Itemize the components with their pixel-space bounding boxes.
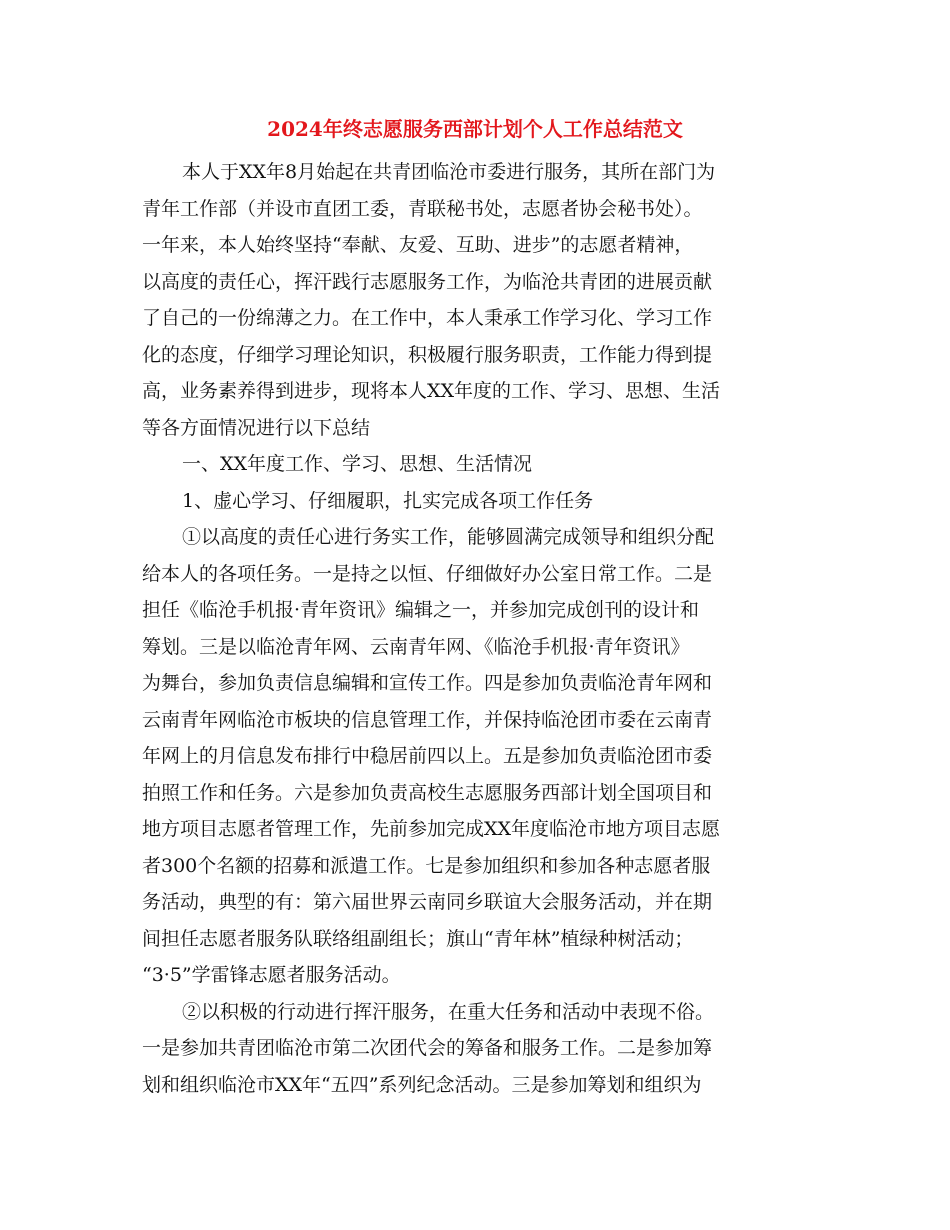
paragraph-line: 给本人的各项任务。一是持之以恒、仔细做好办公室日常工作。二是: [142, 562, 713, 585]
paragraph-line: 担任《临沧手机报·青年资讯》编辑之一，并参加完成创刊的设计和: [142, 599, 700, 621]
paragraph-line: 一是参加共青团临沧市第二次团代会的筹备和服务工作。二是参加筹: [142, 1037, 713, 1059]
paragraph-line: 者300个名额的招募和派遣工作。七是参加组织和参加各种志愿者服: [142, 854, 711, 877]
paragraph-line: 地方项目志愿者管理工作，先前参加完成XX年度临沧市地方项目志愿: [142, 818, 721, 840]
paragraph-line: 筹划。三是以临沧青年网、云南青年网、《临沧手机报·青年资讯》: [142, 635, 690, 658]
paragraph-line: 以高度的责任心，挥汗践行志愿服务工作，为临沧共青团的进展贡献: [142, 270, 713, 293]
subsection-heading: 1、虚心学习、仔细履职，扎实完成各项工作任务: [182, 489, 594, 512]
paragraph-line: 云南青年网临沧市板块的信息管理工作，并保持临沧团市委在云南青: [142, 708, 713, 731]
paragraph-line: 高，业务素养得到进步，现将本人XX年度的工作、学习、思想、生活: [142, 380, 721, 402]
paragraph-line: 一年来，本人始终坚持“奉献、友爱、互助、进步”的志愿者精神，: [142, 234, 694, 256]
section-heading: 一、XX年度工作、学习、思想、生活情况: [182, 453, 533, 475]
paragraph-line: 务活动，典型的有：第六届世界云南同乡联谊大会服务活动，并在期: [142, 891, 713, 913]
paragraph-line: 划和组织临沧市XX年“五四”系列纪念活动。三是参加筹划和组织为: [142, 1073, 702, 1096]
paragraph-line: 青年工作部（并设市直团工委，青联秘书处，志愿者协会秘书处）。: [142, 197, 703, 220]
document-body: [142, 154, 802, 1103]
paragraph-line: 了自己的一份绵薄之力。在工作中，本人秉承工作学习化、学习工作: [142, 307, 713, 329]
paragraph-line: 本人于XX年8月始起在共青团临沧市委进行服务，其所在部门为: [182, 161, 716, 183]
paragraph-line: 年网上的月信息发布排行中稳居前四以上。五是参加负责临沧团市委: [142, 745, 713, 767]
document-title: 2024年终志愿服务西部计划个人工作总结范文: [267, 117, 683, 141]
paragraph-line: 间担任志愿者服务队联络组副组长；旗山“青年林”植绿种树活动；: [142, 927, 694, 950]
paragraph-line: 化的态度，仔细学习理论知识，积极履行服务职责，工作能力得到提: [142, 343, 713, 366]
paragraph-line: ①以高度的责任心进行务实工作，能够圆满完成领导和组织分配: [182, 526, 715, 548]
paragraph-line: 拍照工作和任务。六是参加负责高校生志愿服务西部计划全国项目和: [142, 781, 713, 804]
paragraph-line: “3·5”学雷锋志愿者服务活动。: [142, 964, 401, 986]
paragraph-line: 等各方面情况进行以下总结: [142, 416, 371, 439]
paragraph-line: ②以积极的行动进行挥汗服务，在重大任务和活动中表现不俗。: [182, 1000, 715, 1023]
paragraph-line: 为舞台，参加负责信息编辑和宣传工作。四是参加负责临沧青年网和: [142, 672, 713, 694]
